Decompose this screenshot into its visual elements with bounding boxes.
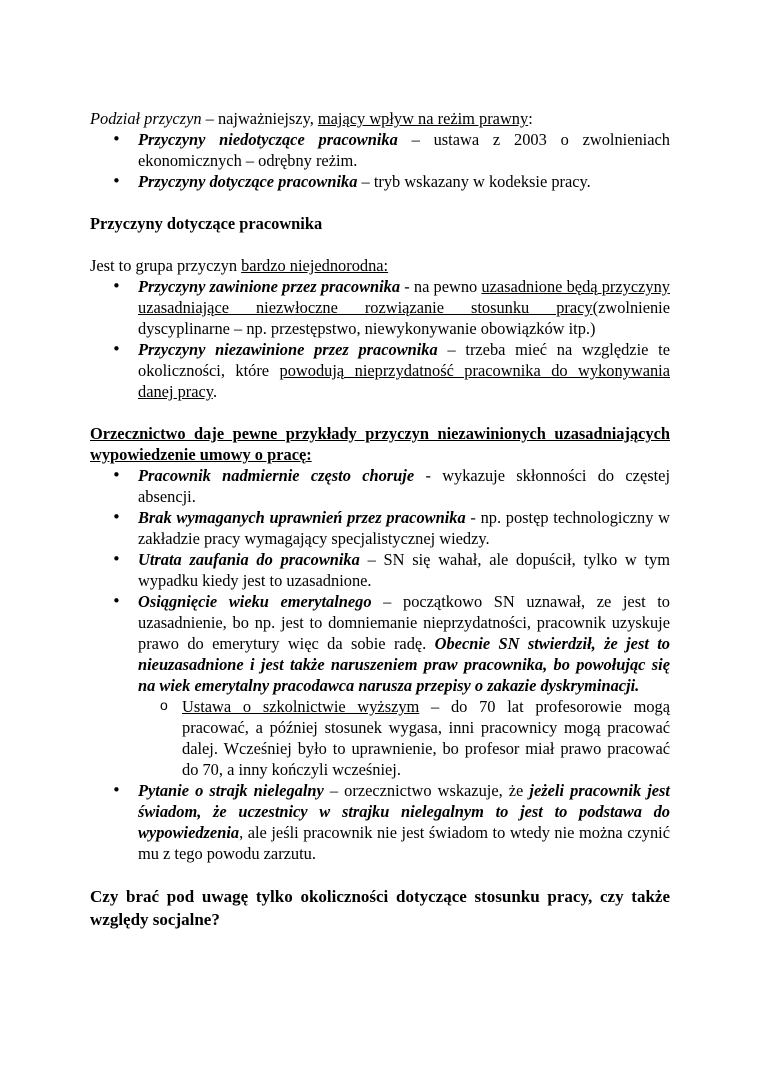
list-item — [90, 339, 670, 402]
item-text: – ustawa z 2003 o zwolnieniach ekonomicznych – odrębny reżim. — [138, 130, 670, 170]
item-title: Przyczyny zawinione przez pracownika — [138, 277, 401, 296]
intro-italic: Podział przyczyn — [90, 109, 202, 128]
intro-text: Jest to grupa przyczyn — [90, 256, 242, 275]
item-text: – tryb wskazany w kodeksie pracy. — [357, 172, 591, 191]
item-text: – orzecznictwo wskazuje, że — [323, 781, 530, 800]
item-text: - na pewno — [400, 277, 482, 296]
sub-list-item — [90, 696, 670, 780]
item-text: – SN się wahał, ale dopuścił, tylko w tym wypadku kiedy jest to uzasadnione. — [138, 550, 670, 590]
cause-division-list — [90, 129, 670, 192]
list-item — [90, 591, 670, 696]
item-text-tail: . — [212, 382, 218, 401]
list-item — [90, 276, 670, 339]
sub-item-text: – do 70 lat profesorowie mogą pracować, a później stosunek wygasa, inni pracownicy mogą pracować dalej. Wcześniej było to uprawnienie, bo profesor miał prawo pracować do 70, a inny kończyli wcześniej. — [182, 697, 670, 779]
intro-underlined: mający wpływ na reżim prawny — [317, 109, 529, 128]
list-item — [90, 780, 670, 864]
item-text: - np. postęp technologiczny w zakładzie pracy wymagający specjalistycznej wiedzy. — [138, 508, 670, 548]
item-underlined: powodują nieprzydatność pracownika do wykonywania danej pracy — [138, 361, 671, 401]
document-page — [90, 108, 670, 931]
list-item — [90, 549, 670, 591]
section-intro-paragraph — [90, 108, 670, 129]
item-emphasis: Obecnie SN stwierdził, że jest to nieuzasadnione i jest także naruszeniem praw pracownika, bo powołując się na wiek emerytalny pracodawca narusza przepisy o zakazie dyskryminacji. — [138, 634, 671, 695]
item-title: Utrata zaufania do pracownika — [138, 550, 360, 569]
list-item — [90, 171, 670, 192]
section-heading-social-reasons: Czy brać pod uwagę tylko okoliczności dotyczące stosunku pracy, czy także względy socjalne? — [90, 887, 670, 929]
sub-item-underlined: Ustawa o szkolnictwie wyższym — [182, 697, 420, 716]
intro-text: – najważniejszy, — [201, 109, 318, 128]
intro-underlined: bardzo niejednorodna: — [241, 256, 389, 275]
employee-causes-intro — [90, 255, 670, 276]
case-law-list-continued — [90, 780, 670, 864]
sub-list — [90, 696, 670, 780]
item-text-tail: (zwolnienie dyscyplinarne – np. przestępstwo, niewykonywanie obowiązków itp.) — [138, 298, 670, 338]
item-title: Pracownik nadmiernie często choruje — [138, 466, 415, 485]
employee-causes-list — [90, 276, 670, 402]
item-title: Przyczyny niezawinione przez pracownika — [138, 340, 438, 359]
item-text: – trzeba mieć na względzie te okoliczności, które — [138, 340, 670, 380]
item-title: Brak wymaganych uprawnień przez pracownika — [138, 508, 466, 527]
item-title: Przyczyny niedotyczące pracownika — [138, 130, 398, 149]
item-title: Przyczyny dotyczące pracownika — [138, 172, 358, 191]
case-law-list — [90, 465, 670, 696]
list-item — [90, 129, 670, 171]
item-text-tail: , ale jeśli pracownik nie jest świadom to wtedy nie można czynić mu z tego powodu zarzutu. — [138, 823, 670, 863]
item-title: Osiągnięcie wieku emerytalnego — [138, 592, 372, 611]
list-item — [90, 465, 670, 507]
item-text: - wykazuje skłonności do częstej absencji. — [138, 466, 670, 506]
item-emphasis: jeżeli pracownik jest świadom, że uczestnicy w strajku nielegalnym to jest to podstawa do wypowiedzenia — [138, 781, 670, 842]
item-text: – początkowo SN uznawał, ze jest to uzasadnienie, bo np. jest to domniemanie nieprzydatności, pracownik uzyskuje prawo do emerytury więc da sobie radę. — [138, 592, 670, 653]
item-title: Pytanie o strajk nielegalny — [138, 781, 324, 800]
section-heading-case-law: Orzecznictwo daje pewne przykłady przyczyn niezawinionych uzasadniających wypowiedzenie umowy o pracę: — [90, 424, 670, 464]
section-heading-employee-causes: Przyczyny dotyczące pracownika — [90, 214, 323, 233]
list-item — [90, 507, 670, 549]
item-underlined: uzasadnione będą przyczyny uzasadniające niezwłoczne rozwiązanie stosunku pracy — [138, 277, 670, 317]
intro-colon: : — [528, 109, 533, 128]
